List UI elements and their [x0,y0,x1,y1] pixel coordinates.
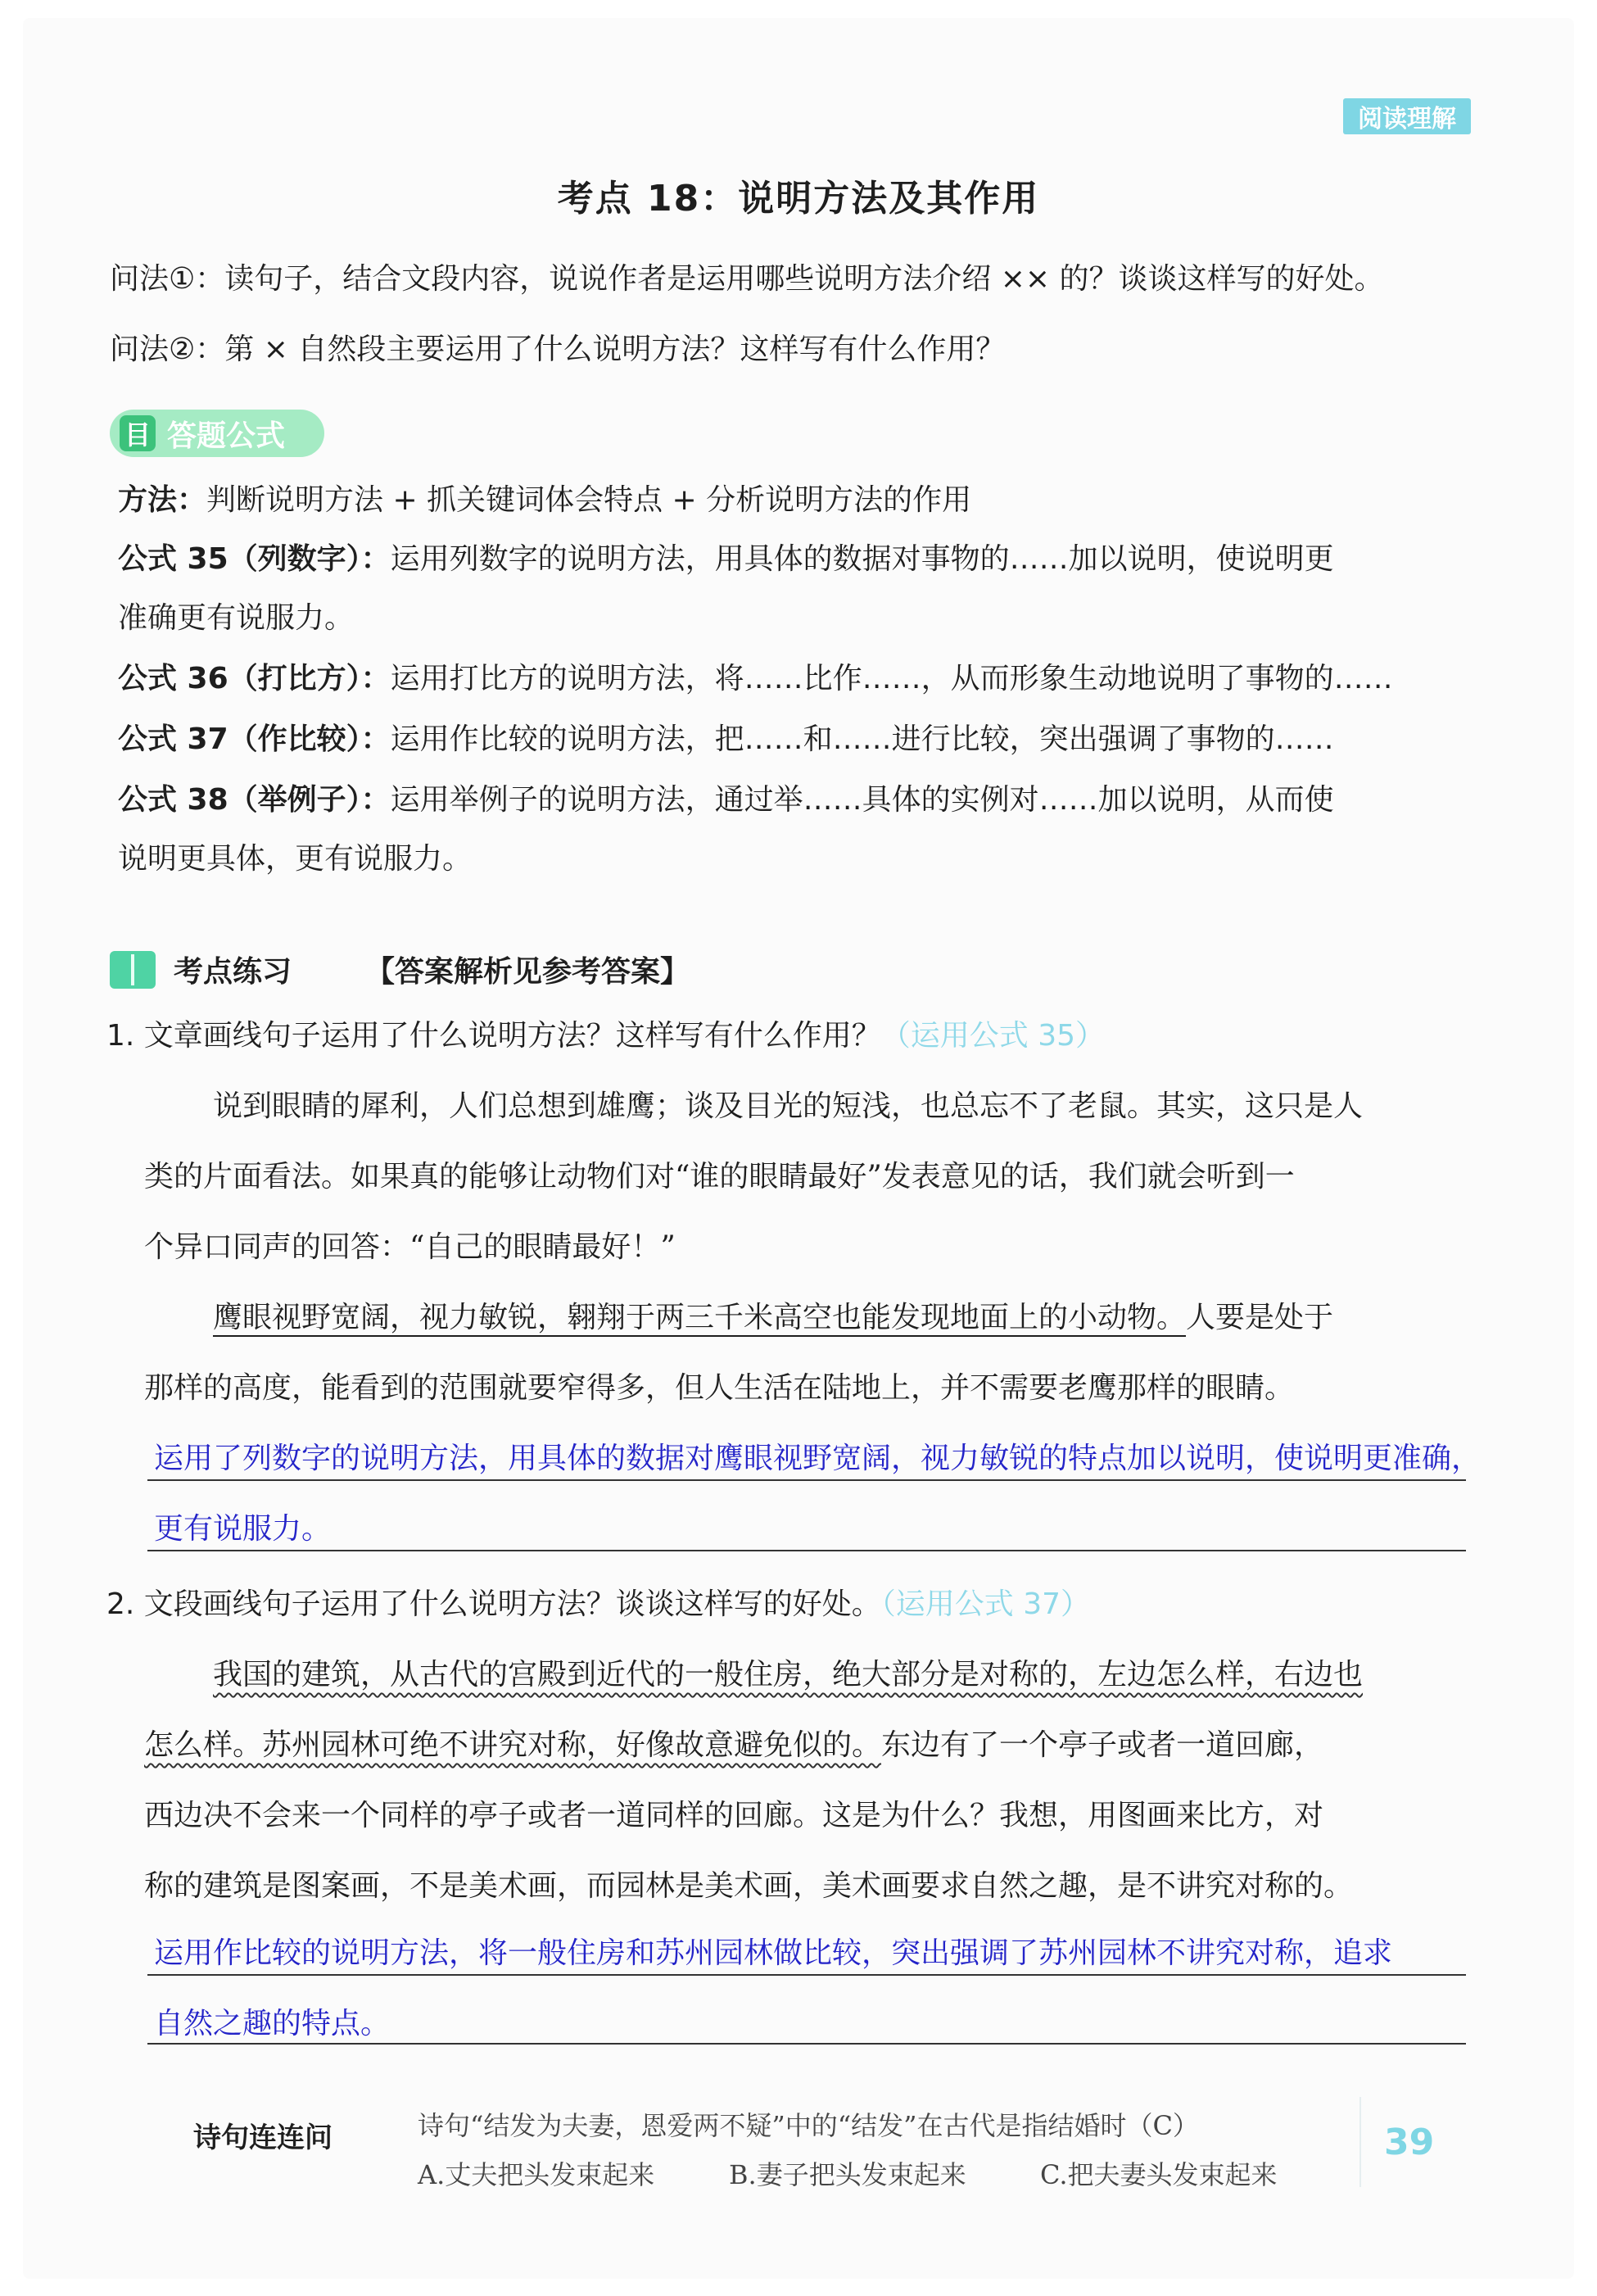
q1-para-5: 那样的高度，能看到的范围就要窄得多，但人生活在陆地上，并不需要老鹰那样的眼睛。 [144,1371,1295,1405]
formula-38-text: 运用举例子的说明方法，通过举……具体的实例对……加以说明，从而使 [390,783,1334,817]
q1-prompt-text: 1. 文章画线句子运用了什么说明方法？这样写有什么作用？ [106,1019,881,1053]
q2-prompt [106,1581,1090,1623]
question-style-2: 问法②：第 × 自然段主要运用了什么说明方法？这样写有什么作用？ [110,333,1006,366]
formula-35-label: 公式 35（列数字）： [118,542,391,576]
formula-badge [110,410,324,457]
q1-para-4-rest: 人要是处于 [1186,1301,1334,1334]
q2-para-2 [144,1722,1323,1764]
answer-rule [147,2043,1466,2045]
q2-wavy-sentence-1: 我国的建筑，从古代的宫殿到近代的一般住房，绝大部分是对称的，左边怎么样，右边也 [213,1658,1364,1691]
q1-para-1: 说到眼睛的犀利，人们总想到雄鹰；谈及目光的短浅，也总忘不了老鼠。其实，这只是人 [213,1089,1364,1123]
q2-para-2-rest: 东边有了一个亭子或者一道回廊， [881,1728,1324,1762]
formula-35-cont: 准确更有说服力。 [118,601,355,635]
formula-37 [118,716,1334,758]
practice-header [110,949,690,990]
q1-para-3: 个异口同声的回答：“自己的眼睛最好！” [144,1230,676,1264]
footer-divider [1359,2097,1361,2187]
formula-icon: 目 [120,415,156,451]
formula-38-cont: 说明更具体，更有说服力。 [118,842,473,876]
q2-answer-line-2[interactable]: 自然之趣的特点。 [154,2007,391,2040]
formula-36 [118,655,1393,697]
q2-answer-line-1[interactable]: 运用作比较的说明方法，将一般住房和苏州园林做比较，突出强调了苏州园林不讲究对称，追求 [154,1936,1393,1970]
footer-label: 诗句连连问 [193,2122,333,2154]
formula-38-label: 公式 38（举例子）： [118,783,391,817]
answer-rule [147,1550,1466,1551]
page-number: 39 [1384,2122,1435,2163]
footer-option-a: A.丈夫把头发束起来 [418,2159,655,2190]
q2-wavy-sentence-2: 怎么样。苏州园林可绝不讲究对称，好像故意避免似的。 [144,1728,882,1762]
answer-rule [147,1974,1466,1976]
q2-para-1 [213,1651,1363,1693]
answer-rule [147,1479,1466,1481]
q1-para-2: 类的片面看法。如果真的能够让动物们对“谁的眼睛最好”发表意见的话，我们就会听到一 [144,1160,1295,1193]
practice-title: 考点练习 [174,955,292,989]
formula-37-label: 公式 37（作比较）： [118,722,391,756]
section-tag: 阅读理解 [1343,98,1471,134]
q1-hint: （运用公式 35） [880,1019,1106,1053]
formula-37-text: 运用作比较的说明方法，把……和……进行比较，突出强调了事物的…… [390,722,1334,756]
q2-para-3: 西边决不会来一个同样的亭子或者一道同样的回廊。这是为什么？我想，用图画来比方，对 [144,1799,1324,1832]
q1-para-4 [213,1294,1333,1336]
page-title: 考点 18：说明方法及其作用 [557,178,1040,220]
footer-option-b: B.妻子把头发束起来 [729,2159,966,2190]
q1-answer-line-2[interactable]: 更有说服力。 [154,1512,332,1546]
method-line [118,477,971,519]
q1-answer-line-1[interactable]: 运用了列数字的说明方法，用具体的数据对鹰眼视野宽阔，视力敏锐的特点加以说明，使说明更准确， [154,1442,1482,1475]
book-icon [110,951,156,989]
q2-hint: （运用公式 37） [880,1587,1091,1621]
practice-note: 【答案解析见参考答案】 [365,955,690,989]
q1-prompt [106,1012,1105,1054]
question-style-1: 问法①：读句子，结合文段内容，说说作者是运用哪些说明方法介绍 ×× 的？谈谈这样写的好处。 [110,262,1384,296]
method-label: 方法： [118,483,207,517]
formula-38 [118,777,1334,818]
formula-badge-label: 答题公式 [167,419,286,453]
formula-35-text: 运用列数字的说明方法，用具体的数据对事物的……加以说明，使说明更 [390,542,1334,576]
q2-para-4: 称的建筑是图案画，不是美术画，而园林是美术画，美术画要求自然之趣，是不讲究对称的。 [144,1869,1354,1903]
formula-35 [118,536,1334,577]
footer-option-c: C.把夫妻头发束起来 [1040,2159,1278,2190]
footer-question: 诗句“结发为夫妻，恩爱两不疑”中的“结发”在古代是指结婚时（C） [418,2110,1199,2141]
method-text: 判断说明方法 + 抓关键词体会特点 + 分析说明方法的作用 [206,483,972,517]
q1-underlined-sentence: 鹰眼视野宽阔，视力敏锐，翱翔于两三千米高空也能发现地面上的小动物。 [213,1301,1187,1334]
formula-36-text: 运用打比方的说明方法，将……比作……，从而形象生动地说明了事物的…… [390,662,1393,695]
formula-36-label: 公式 36（打比方）： [118,662,391,695]
q2-prompt-text: 2. 文段画线句子运用了什么说明方法？谈谈这样写的好处。 [106,1587,881,1621]
